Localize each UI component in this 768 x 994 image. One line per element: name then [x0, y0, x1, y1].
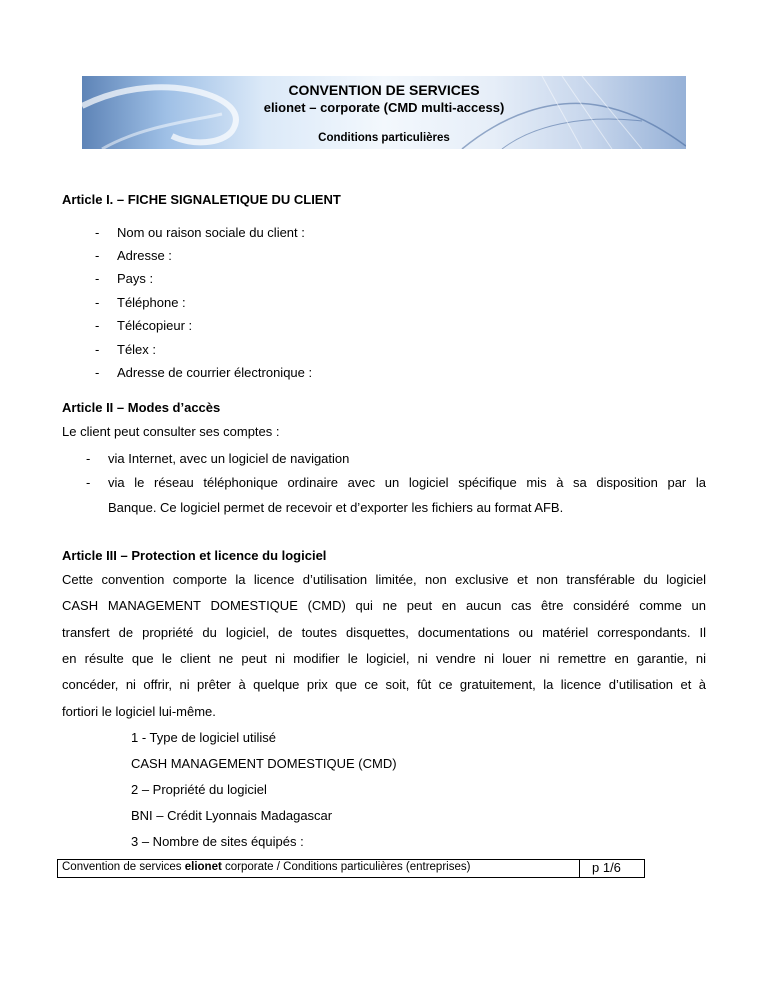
access-mode-phone-cont: Banque. Ce logiciel permet de recevoir et d’exporter les fichiers au format AFB. [108, 500, 564, 515]
paragraph-line: transfert de propriété du logiciel, de toutes disquettes, documentations ou matériel correspondants. Il [62, 625, 706, 640]
list-marker: - [95, 295, 100, 310]
footer-text [62, 861, 470, 873]
header-banner [82, 76, 686, 149]
article-2-intro: Le client peut consulter ses comptes : [62, 424, 280, 439]
paragraph-line: en résulte que le client ne peut ni modifier le logiciel, ni vendre ni louer ni remettre en garantie, ni [62, 651, 706, 666]
page-number: p 1/6 [592, 860, 621, 875]
telex-field-label: Télex : [117, 342, 157, 357]
access-mode-internet: via Internet, avec un logiciel de navigation [108, 451, 350, 466]
footer-brand: elionet [184, 861, 222, 873]
software-owner-value: BNI – Crédit Lyonnais Madagascar [131, 808, 333, 823]
list-marker: - [86, 475, 91, 490]
article-3-heading: Article III – Protection et licence du logiciel [62, 548, 327, 563]
paragraph-line: Cette convention comporte la licence d’utilisation limitée, non exclusive et non transférable du logiciel [62, 572, 706, 587]
list-marker: - [95, 342, 100, 357]
software-owner-label: 2 – Propriété du logiciel [131, 782, 267, 797]
fax-field-label: Télécopieur : [117, 318, 193, 333]
email-field-label: Adresse de courrier électronique : [117, 365, 313, 380]
list-marker: - [86, 451, 91, 466]
access-mode-phone: via le réseau téléphonique ordinaire avec un logiciel spécifique mis à sa disposition par la [108, 475, 706, 490]
document-title: CONVENTION DE SERVICES [288, 82, 480, 98]
list-marker: - [95, 318, 100, 333]
paragraph-line: concéder, ni offrir, ni prêter à quelque prix que ce soit, fût ce gratuitement, la licence d’utilisation et à [62, 677, 706, 692]
footer-prefix: Convention de services [62, 861, 185, 873]
document-tagline: Conditions particulières [318, 132, 450, 144]
footer-suffix: corporate / Conditions particulières (entreprises) [221, 861, 471, 873]
phone-field-label: Téléphone : [117, 295, 186, 310]
software-type-value: CASH MANAGEMENT DOMESTIQUE (CMD) [131, 756, 397, 771]
client-name-field-label: Nom ou raison sociale du client : [117, 225, 305, 240]
software-type-label: 1 - Type de logiciel utilisé [131, 730, 277, 745]
list-marker: - [95, 271, 100, 286]
footer-divider [579, 860, 580, 877]
page-footer [57, 859, 645, 878]
article-1-heading: Article I. – FICHE SIGNALETIQUE DU CLIENT [62, 192, 341, 207]
list-marker: - [95, 248, 100, 263]
sites-count-label: 3 – Nombre de sites équipés : [131, 834, 304, 849]
list-marker: - [95, 225, 100, 240]
document-subtitle: elionet – corporate (CMD multi-access) [263, 100, 505, 115]
paragraph-line: fortiori le logiciel lui-même. [62, 704, 216, 719]
paragraph-line: CASH MANAGEMENT DOMESTIQUE (CMD) qui ne peut en aucun cas être considéré comme un [62, 598, 706, 613]
country-field-label: Pays : [117, 271, 154, 286]
article-2-heading: Article II – Modes d’accès [62, 400, 221, 415]
list-marker: - [95, 365, 100, 380]
address-field-label: Adresse : [117, 248, 172, 263]
